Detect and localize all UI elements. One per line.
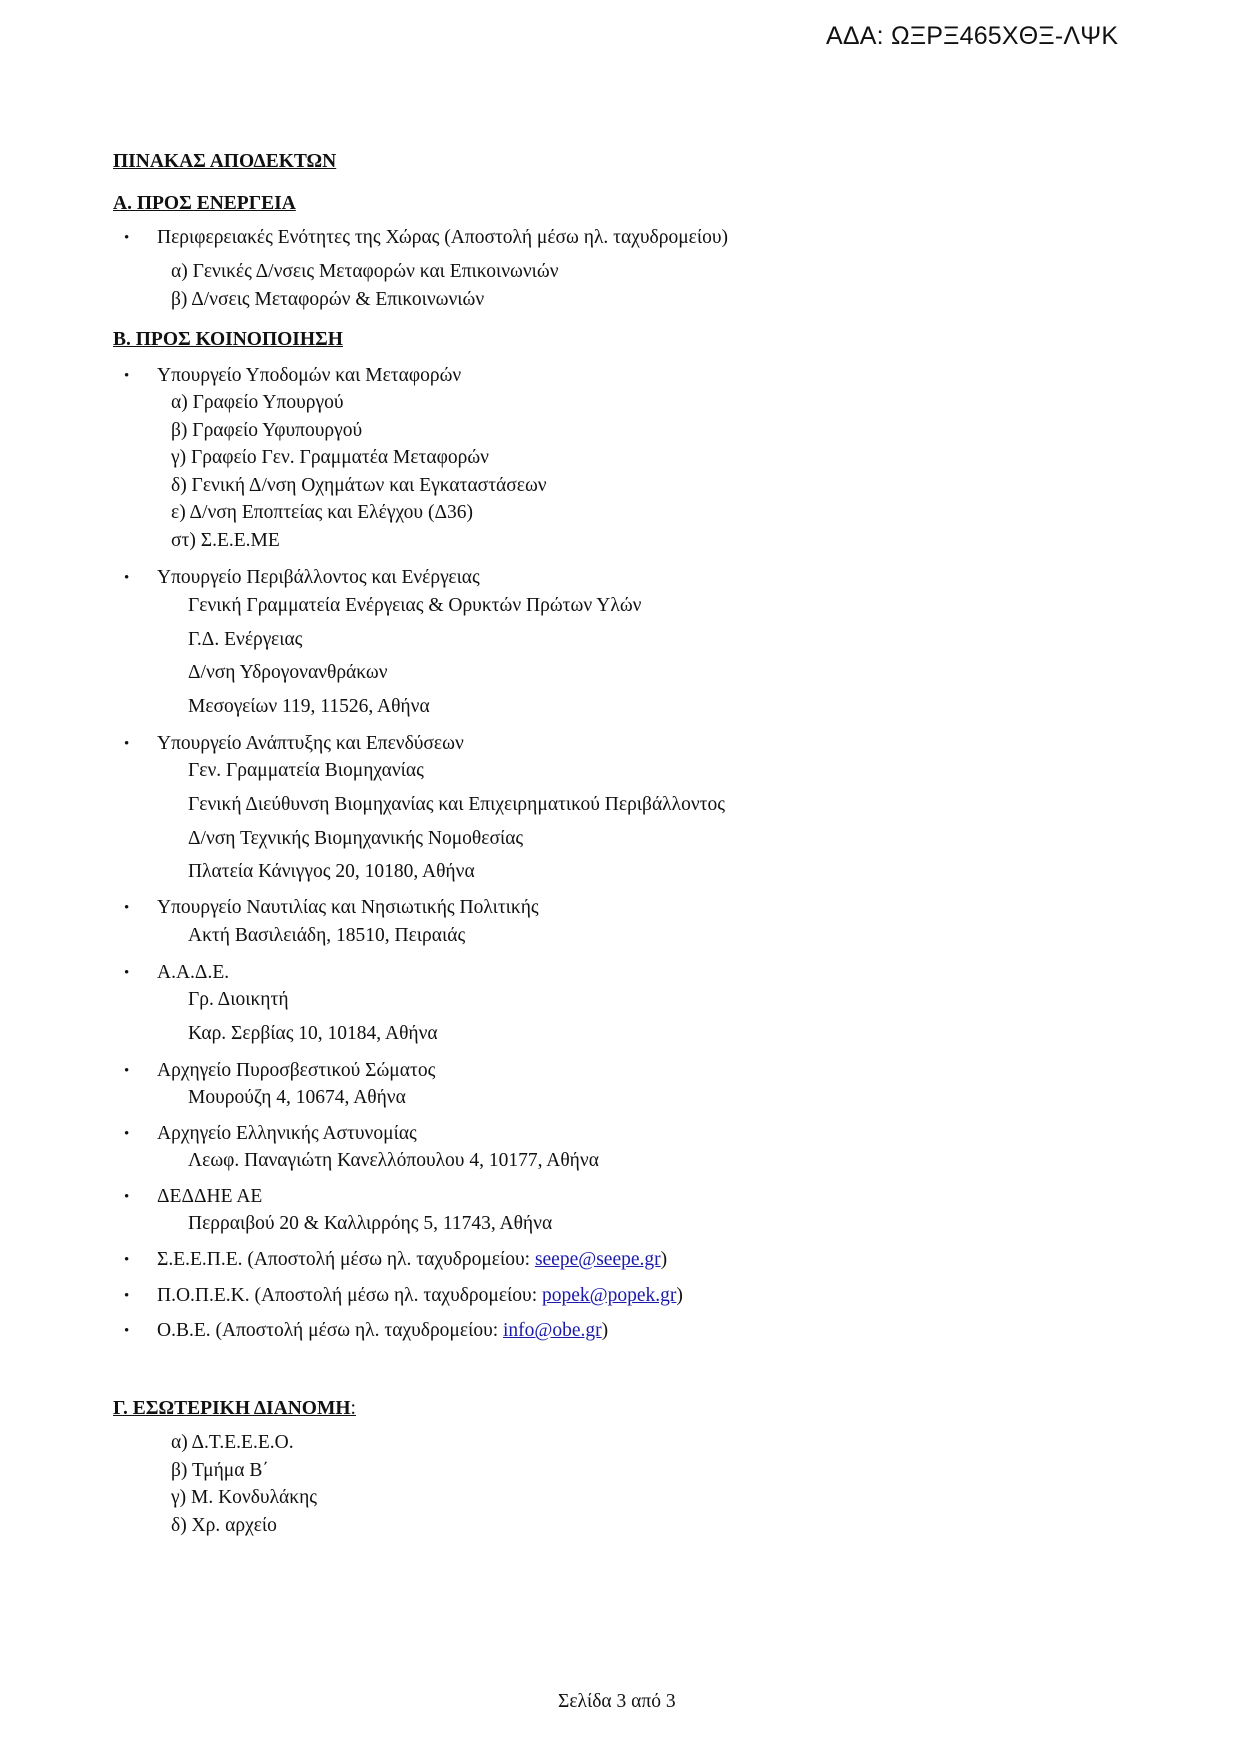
recipient-popek-text: Π.Ο.Π.Ε.Κ. (Αποστολή μέσω ηλ. ταχυδρομείου: xyxy=(157,1285,543,1306)
section-c-heading xyxy=(113,1398,356,1420)
recipient-sub: α) Γραφείο Υπουργού xyxy=(171,392,344,413)
internal-recipient: α) Δ.Τ.Ε.Ε.Ε.Ο. xyxy=(171,1432,294,1453)
section-a-sub: α) Γενικές Δ/νσεις Μεταφορών και Επικοινωνιών xyxy=(171,261,559,282)
recipient-sub: Δ/νση Υδρογονανθράκων xyxy=(188,662,388,683)
bullet: • xyxy=(124,368,130,384)
section-a-sub: β) Δ/νσεις Μεταφορών & Επικοινωνιών xyxy=(171,289,485,310)
recipient-sub: Λεωφ. Παναγιώτη Κανελλόπουλου 4, 10177, Αθήνα xyxy=(188,1150,599,1171)
email-link-popek[interactable]: popek@popek.gr xyxy=(542,1285,677,1306)
recipient-obe-text: Ο.Β.Ε. (Αποστολή μέσω ηλ. ταχυδρομείου: xyxy=(157,1320,504,1341)
recipient-sub: Πλατεία Κάνιγγος 20, 10180, Αθήνα xyxy=(188,861,475,882)
recipient-sub: Μεσογείων 119, 11526, Αθήνα xyxy=(188,696,430,717)
recipient-seepe xyxy=(157,1250,667,1270)
recipient-sub: Γενική Διεύθυνση Βιομηχανίας και Επιχειρηματικού Περιβάλλοντος xyxy=(188,794,725,815)
recipient-sub: ε) Δ/νση Εποπτείας και Ελέγχου (Δ36) xyxy=(171,502,473,523)
ada-code: ΑΔΑ: ΩΞΡΞ465ΧΘΞ-ΛΨΚ xyxy=(826,22,1119,50)
page-footer: Σελίδα 3 από 3 xyxy=(558,1691,676,1712)
email-link-obe[interactable]: info@obe.gr xyxy=(503,1320,602,1341)
bullet: • xyxy=(124,1063,130,1079)
section-b-heading: Β. ΠΡΟΣ ΚΟΙΝΟΠΟΙΗΣΗ xyxy=(113,329,343,350)
recipient-sub: Δ/νση Τεχνικής Βιομηχανικής Νομοθεσίας xyxy=(188,828,524,849)
bullet: • xyxy=(124,1189,130,1205)
recipient-sub: Καρ. Σερβίας 10, 10184, Αθήνα xyxy=(188,1023,438,1044)
recipient-sub: Γενική Γραμματεία Ενέργειας & Ορυκτών Πρώτων Υλών xyxy=(188,595,642,616)
closing-paren: ) xyxy=(676,1285,683,1306)
bullet: • xyxy=(124,1252,130,1268)
recipient-police: Αρχηγείο Ελληνικής Αστυνομίας xyxy=(157,1123,417,1144)
recipient-sub: στ) Σ.Ε.Ε.ΜΕ xyxy=(171,530,280,551)
recipient-sub: Μουρούζη 4, 10674, Αθήνα xyxy=(188,1087,406,1108)
bullet: • xyxy=(124,230,130,246)
recipient-sub: Γεν. Γραμματεία Βιομηχανίας xyxy=(188,760,424,781)
bullet: • xyxy=(124,1288,130,1304)
recipient-sub: Γ.Δ. Ενέργειας xyxy=(188,629,303,650)
internal-recipient: γ) Μ. Κονδυλάκης xyxy=(171,1487,317,1508)
recipient-sub: Ακτή Βασιλειάδη, 18510, Πειραιάς xyxy=(188,925,466,946)
bullet: • xyxy=(124,1323,130,1339)
recipient-sub: γ) Γραφείο Γεν. Γραμματέα Μεταφορών xyxy=(171,447,489,468)
page-title: ΠΙΝΑΚΑΣ ΑΠΟΔΕΚΤΩΝ xyxy=(113,151,337,172)
recipient-ministry-naval: Υπουργείο Ναυτιλίας και Νησιωτικής Πολιτικής xyxy=(157,897,539,918)
recipient-fire: Αρχηγείο Πυροσβεστικού Σώματος xyxy=(157,1060,436,1081)
recipient-aade: Α.Α.Δ.Ε. xyxy=(157,962,230,983)
recipient-sub: Γρ. Διοικητή xyxy=(188,989,289,1010)
recipient-sub: β) Γραφείο Υφυπουργού xyxy=(171,420,363,441)
recipient-obe xyxy=(157,1321,608,1341)
recipient-deddie: ΔΕΔΔΗΕ ΑΕ xyxy=(157,1186,263,1207)
recipient-sub: Περραιβού 20 & Καλλιρρόης 5, 11743, Αθήνα xyxy=(188,1213,553,1234)
recipient-ministry-env: Υπουργείο Περιβάλλοντος και Ενέργειας xyxy=(157,567,480,588)
heading-colon: : xyxy=(350,1398,356,1419)
closing-paren: ) xyxy=(660,1249,668,1270)
section-c-heading-text: Γ. ΕΣΩΤΕΡΙΚΗ ΔΙΑΝΟΜΗ xyxy=(113,1398,351,1419)
recipient-popek xyxy=(157,1286,683,1306)
recipient-ministry-infra: Υπουργείο Υποδομών και Μεταφορών xyxy=(157,365,462,386)
internal-recipient: δ) Χρ. αρχείο xyxy=(171,1515,277,1536)
recipient-seepe-text: Σ.Ε.Ε.Π.Ε. (Αποστολή μέσω ηλ. ταχυδρομείου: xyxy=(157,1249,535,1270)
bullet: • xyxy=(124,1126,130,1142)
internal-recipient: β) Τμήμα Β΄ xyxy=(171,1460,269,1481)
section-a-item: Περιφερειακές Ενότητες της Χώρας (Αποστολή μέσω ηλ. ταχυδρομείου) xyxy=(157,227,728,248)
bullet: • xyxy=(124,965,130,981)
closing-paren: ) xyxy=(601,1320,609,1341)
bullet: • xyxy=(124,736,130,752)
bullet: • xyxy=(124,900,130,916)
bullet: • xyxy=(124,570,130,586)
recipient-ministry-dev: Υπουργείο Ανάπτυξης και Επενδύσεων xyxy=(157,733,464,754)
section-a-heading: Α. ΠΡΟΣ ΕΝΕΡΓΕΙΑ xyxy=(113,193,296,214)
email-link-seepe[interactable]: seepe@seepe.gr xyxy=(534,1249,661,1270)
recipient-sub: δ) Γενική Δ/νση Οχημάτων και Εγκαταστάσεων xyxy=(171,475,547,496)
